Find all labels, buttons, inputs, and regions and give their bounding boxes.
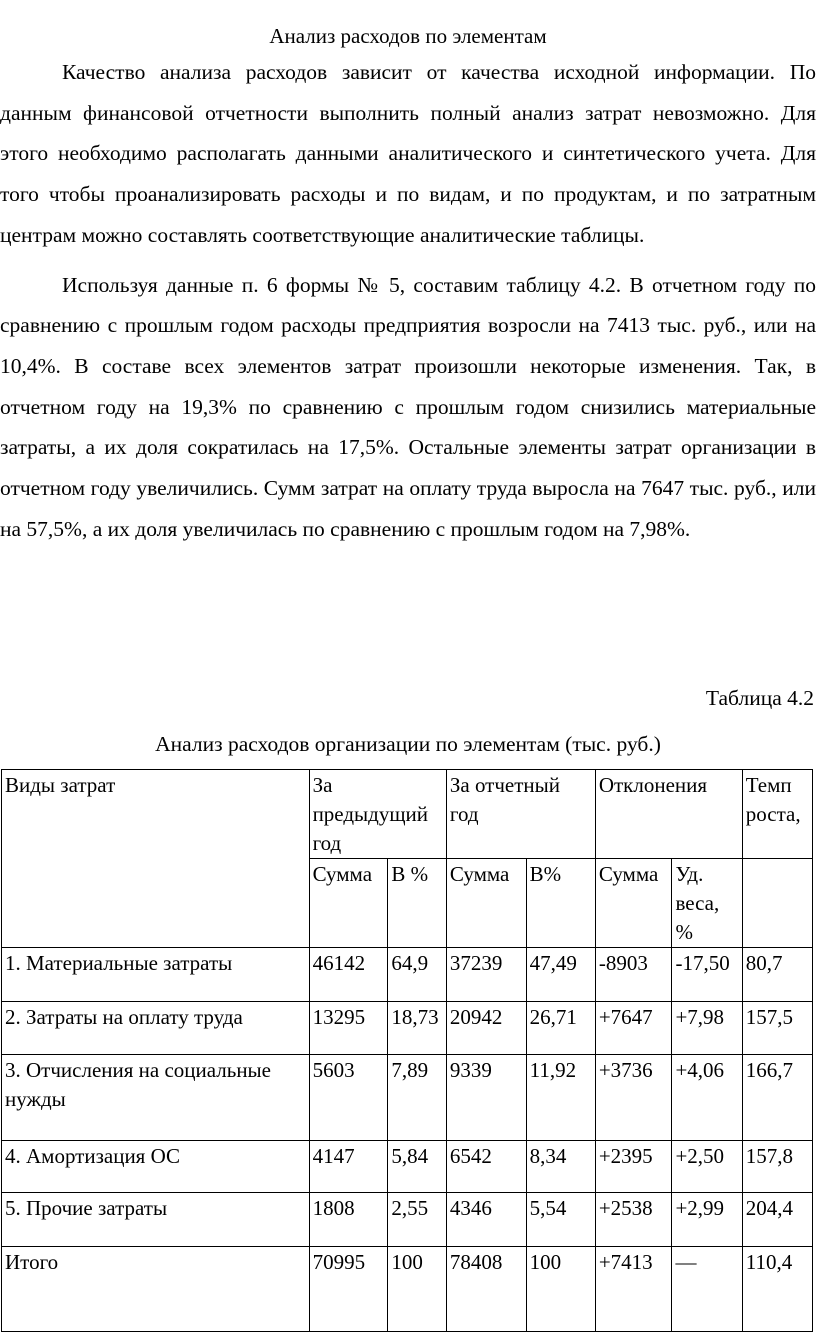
table-cell: +7413	[595, 1247, 672, 1332]
table-cell: 157,8	[742, 1141, 812, 1193]
table-cell: 2. Затраты на оплату труда	[2, 1002, 310, 1055]
table-cell: 1. Материальные затраты	[2, 948, 310, 1002]
table-row	[2, 948, 813, 1002]
expenses-table	[1, 769, 813, 1332]
header-cell	[742, 859, 812, 948]
table-cell: -8903	[595, 948, 672, 1002]
table-cell: 9339	[446, 1055, 526, 1141]
table-cell: +7,98	[672, 1002, 742, 1055]
table-cell: —	[672, 1247, 742, 1332]
header-cell: Виды затрат	[2, 770, 310, 948]
table-cell: -17,50	[672, 948, 742, 1002]
table-cell: 64,9	[388, 948, 447, 1002]
table-cell: +2395	[595, 1141, 672, 1193]
table-cell: 204,4	[742, 1193, 812, 1247]
table-cell: Итого	[2, 1247, 310, 1332]
table-cell: 166,7	[742, 1055, 812, 1141]
table-cell: 100	[388, 1247, 447, 1332]
table-row	[2, 1141, 813, 1193]
table-cell: 110,4	[742, 1247, 812, 1332]
table-cell: 6542	[446, 1141, 526, 1193]
table-cell: 157,5	[742, 1002, 812, 1055]
table-cell: 100	[526, 1247, 595, 1332]
body-text	[0, 52, 816, 549]
header-cell: За предыдущий год	[309, 770, 446, 859]
table-cell: 4346	[446, 1193, 526, 1247]
table-cell: 3. Отчисления на социальные нужды	[2, 1055, 310, 1141]
table-row	[2, 1002, 813, 1055]
header-cell: Сумма	[446, 859, 526, 948]
table-cell: +7647	[595, 1002, 672, 1055]
table-cell: 5603	[309, 1055, 388, 1141]
table-cell: 18,73	[388, 1002, 447, 1055]
header-cell: Уд. веса, %	[672, 859, 742, 948]
table-cell: 2,55	[388, 1193, 447, 1247]
table-cell: +2,99	[672, 1193, 742, 1247]
table-row	[2, 1055, 813, 1141]
header-cell: За отчетный год	[446, 770, 595, 859]
paragraph: Используя данные п. 6 формы № 5, составим таблицу 4.2. В отчетном году по сравнению с прошлым годом расходы предприятия возросли на 7413 тыс. руб., или на 10,4%. В составе всех элементов затрат произошли некоторые изменения. Так, в отчетном году на 19,3% по сравнению с прошлым годом снизились материальные затраты, а их доля сократилась на 17,5%. Остальные элементы затрат организации в отчетном году увеличились. Сумм затрат на оплату труда выросла на 7647 тыс. руб., или на 57,5%, а их доля увеличилась по сравнению с прошлым годом на 7,98%.	[0, 272, 816, 541]
table-cell: 46142	[309, 948, 388, 1002]
header-cell: Сумма	[595, 859, 672, 948]
table-cell: 70995	[309, 1247, 388, 1332]
table-cell: 8,34	[526, 1141, 595, 1193]
table-cell: 1808	[309, 1193, 388, 1247]
table-number: Таблица 4.2	[705, 686, 814, 710]
header-cell: Отклонения	[595, 770, 742, 859]
table-cell: 11,92	[526, 1055, 595, 1141]
page-title: Анализ расходов по элементам	[269, 24, 547, 48]
table-row-total	[2, 1247, 813, 1332]
table-cell: 37239	[446, 948, 526, 1002]
table-cell: 78408	[446, 1247, 526, 1332]
table-cell: 5,84	[388, 1141, 447, 1193]
table-header-row	[2, 770, 813, 859]
table-title: Анализ расходов организации по элементам (тыс. руб.)	[155, 732, 661, 756]
table-cell: 7,89	[388, 1055, 447, 1141]
table-cell: 5,54	[526, 1193, 595, 1247]
header-cell: В %	[388, 859, 447, 948]
table-row	[2, 1193, 813, 1247]
header-cell: Сумма	[309, 859, 388, 948]
table-cell: 4147	[309, 1141, 388, 1193]
table-cell: 80,7	[742, 948, 812, 1002]
table-cell: +2538	[595, 1193, 672, 1247]
paragraph: Качество анализа расходов зависит от качества исходной информации. По данным финансовой отчетности выполнить полный анализ затрат невозможно. Для этого необходимо располагать данными аналитического и синтетического учета. Для того чтобы проанализировать расходы и по видам, и по продуктам, и по затратным центрам можно составлять соответствующие аналитические таблицы.	[0, 60, 816, 247]
header-cell: Темп роста,	[742, 770, 812, 859]
table-cell: 4. Амортизация ОС	[2, 1141, 310, 1193]
header-cell: В%	[526, 859, 595, 948]
table-cell: 13295	[309, 1002, 388, 1055]
table-cell: 47,49	[526, 948, 595, 1002]
table-cell: +4,06	[672, 1055, 742, 1141]
table-cell: +3736	[595, 1055, 672, 1141]
table-cell: 26,71	[526, 1002, 595, 1055]
table-cell: 5. Прочие затраты	[2, 1193, 310, 1247]
table-cell: +2,50	[672, 1141, 742, 1193]
table-cell: 20942	[446, 1002, 526, 1055]
